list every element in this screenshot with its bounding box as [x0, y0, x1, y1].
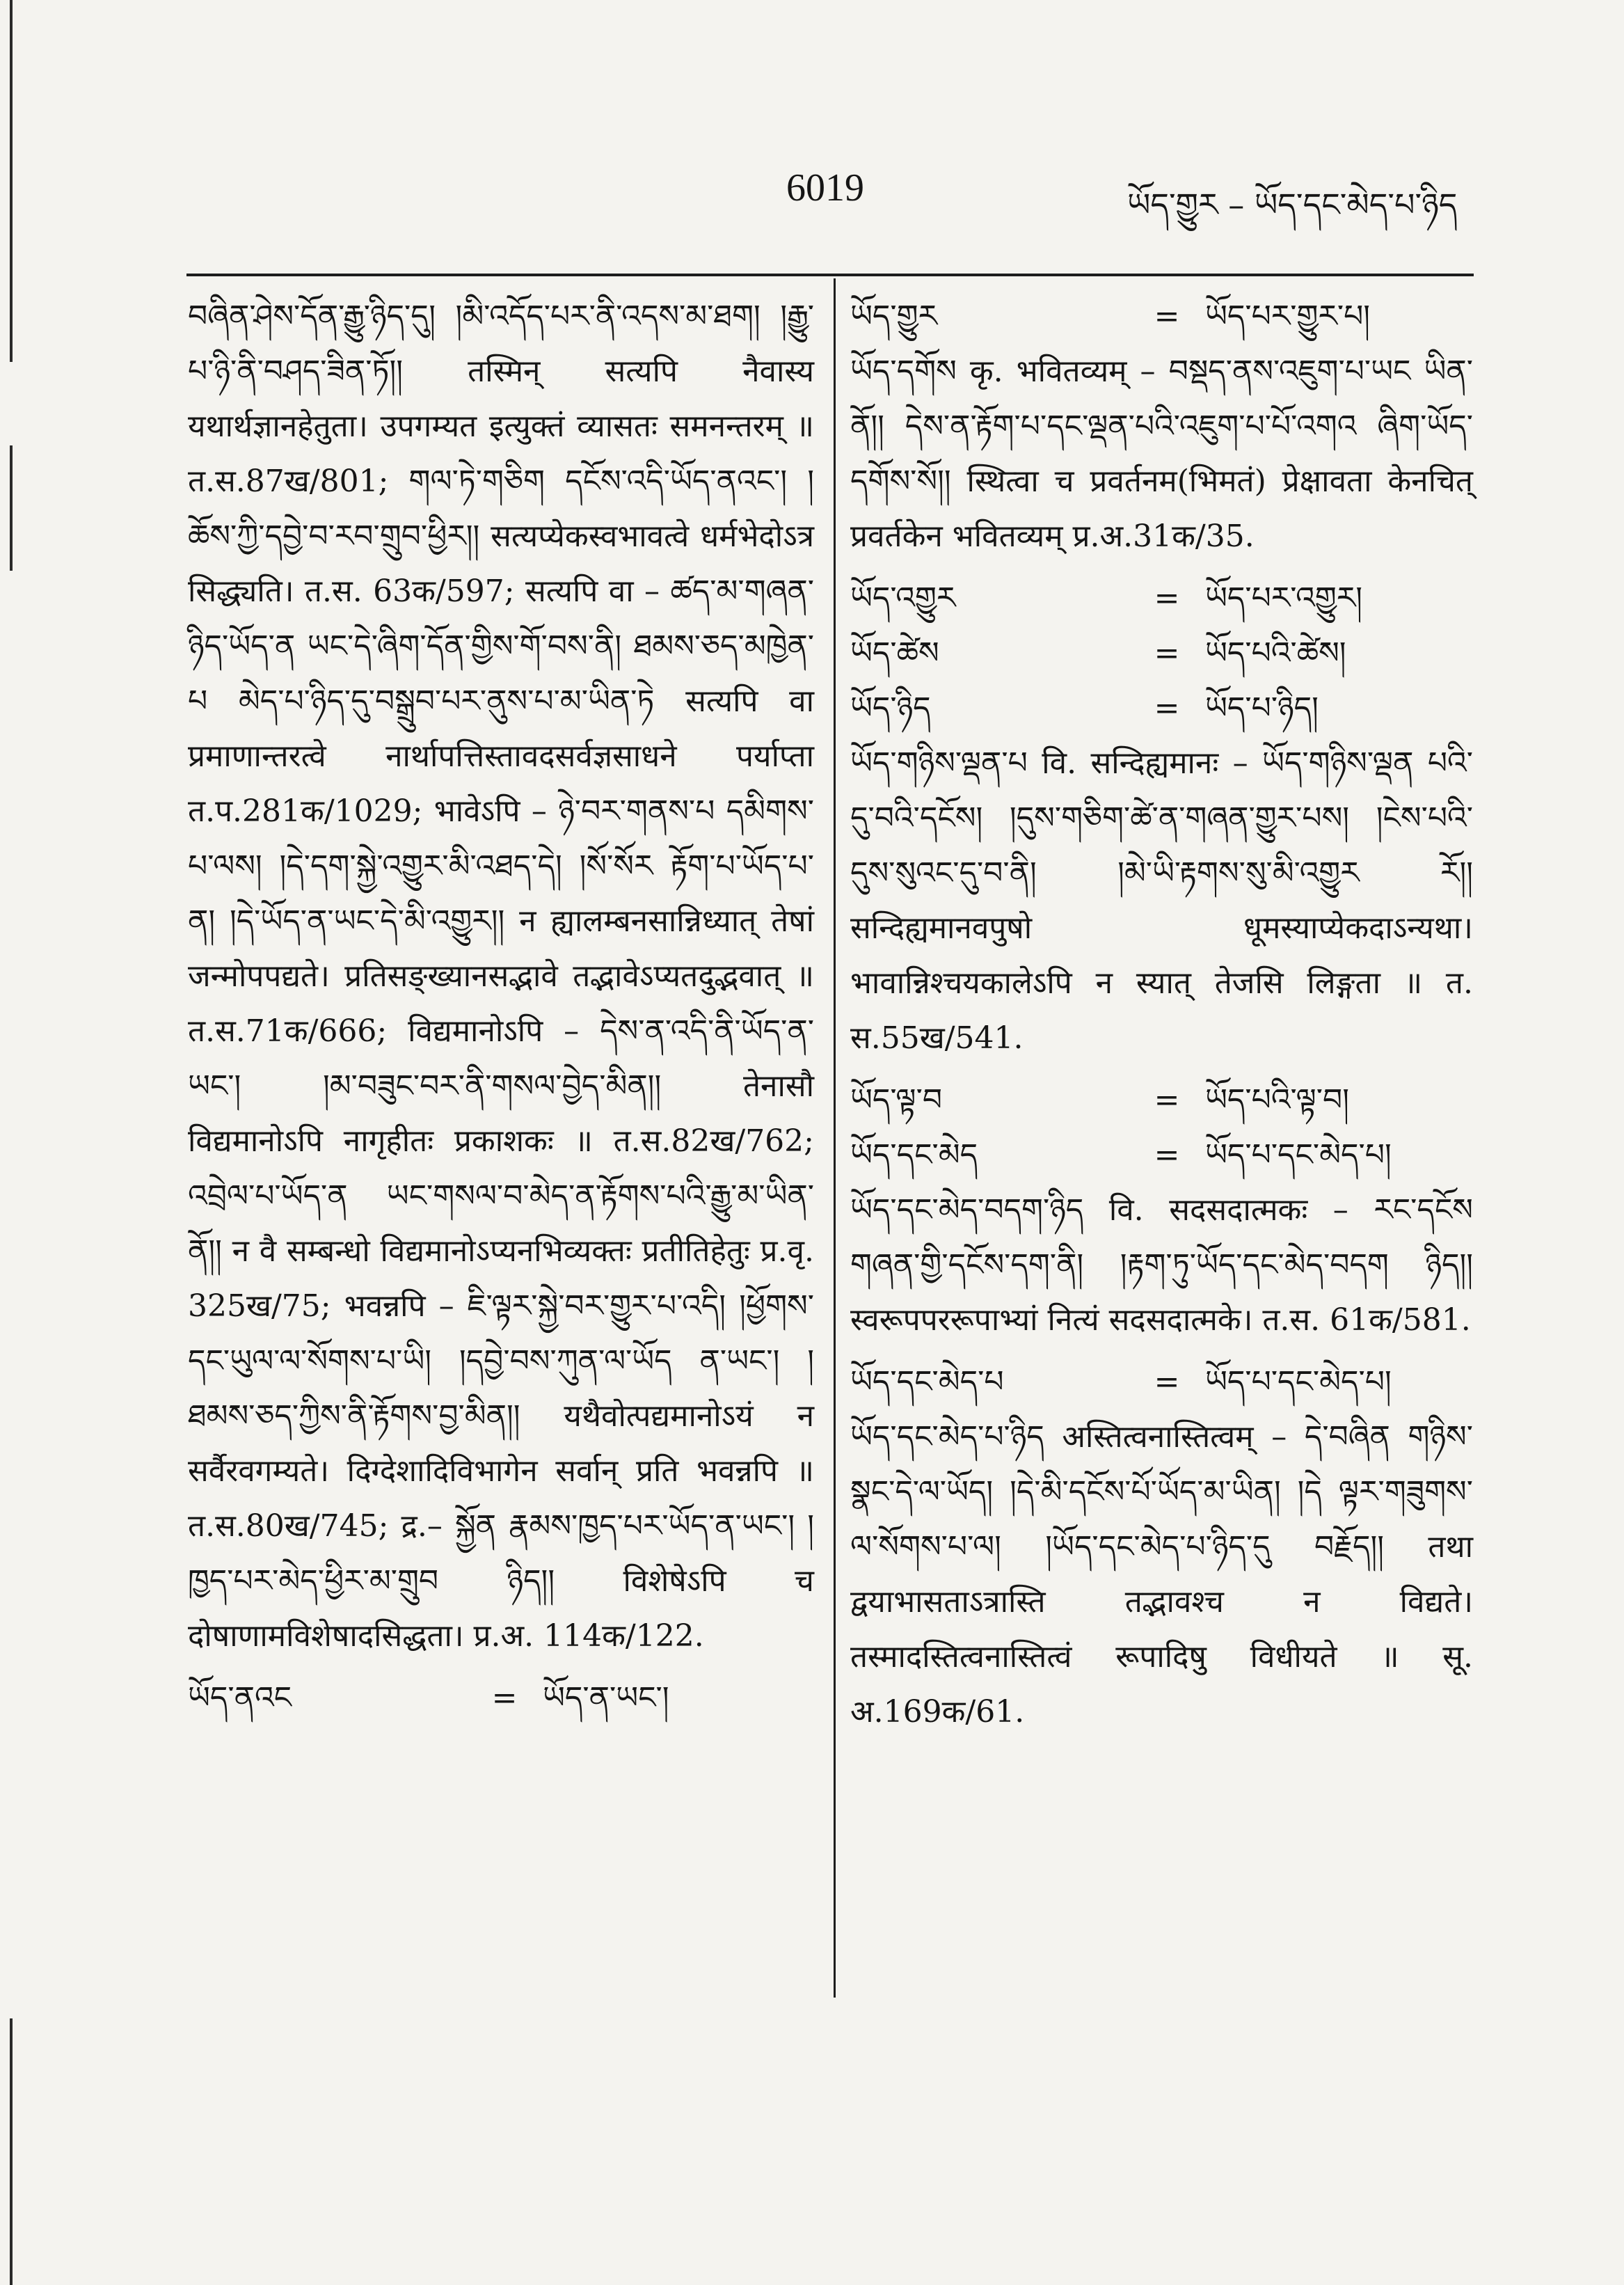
cross-reference-entry [850, 1128, 1473, 1183]
cross-reference-entry [850, 681, 1473, 736]
cross-reference-entry [188, 1670, 814, 1725]
gloss: ཡོད་པ་ཉིད། [1205, 690, 1319, 726]
equals-sign: = [1154, 635, 1180, 671]
gloss: ཡོད་པའི་ལྟ་བ། [1205, 1082, 1349, 1118]
column-divider [834, 278, 836, 1998]
cross-reference-entry [850, 571, 1473, 626]
gloss: ཡོད་པར་གྱུར་པ། [1205, 299, 1371, 334]
equals-sign: = [491, 1680, 518, 1716]
equals-sign: = [1154, 580, 1180, 616]
gloss: ཡོད་པའི་ཚེས། [1205, 635, 1346, 671]
entry-text: ཡོད་དགོས कृ. भवितव्यम् – བསྡད་ནས་འཇུག་པ་ཡང ཡིན་ནོ།། དེས་ན་རྟོག་པ་དང་ལྡན་པའི་འཇུག་པ་པོ་འགའ ཞིག་ཡོད་དགོས་སོ།། स्थित्वा च प्रवर्तनम(भिमतं) प्रेक्षावता केनचित् प्रवर्तकेन भवितव्यम् प्र.अ.31क/35. [850, 354, 1473, 554]
scan-edge [10, 2018, 13, 2285]
left-column [188, 289, 814, 1725]
equals-sign: = [1154, 1137, 1180, 1173]
headword: ཡོད་དང་མེད [850, 1137, 978, 1173]
equals-sign: = [1154, 1082, 1180, 1118]
headword: ཡོད་ནའང [188, 1680, 292, 1716]
equals-sign: = [1154, 1364, 1180, 1400]
entry-text: ཡོད་དང་མེད་པ་ཉིད अस्तित्वनास्तित्वम् – དེ་བཞིན གཉིས་སྣང་དེ་ལ་ཡོད། །དེ་མི་དངོས་པོ་ཡོད་མ་ཡིན། །དེ ལྟར་གཟུགས་ལ་སོགས་པ་ལ། །ཡོད་དང་མེད་པ་ཉིད་དུ བརྗོད།། तथा द्वयाभासताऽत्रास्ति तद्भावश्च न विद्यते। तस्मादस्तित्वनास्तित्वं रूपादिषु विधीयते ॥ सू. अ.169क/61. [850, 1419, 1473, 1730]
equals-sign: = [1154, 690, 1180, 726]
entry-text: ཡོད་དང་མེད་བདག་ཉིད वि. सदसदात्मकः – རང་དངོས གཞན་གྱི་དངོས་དག་ནི། །རྟག་ཏུ་ཡོད་དང་མེད་བདག ཉིད།། स्वरूपपररूपाभ्यां नित्यं सदसदात्मके। त.स. 61क/581. [850, 1192, 1473, 1338]
gloss: ཡོད་པ་དང་མེད་པ། [1205, 1137, 1392, 1173]
header-rule [186, 274, 1474, 276]
equals-sign: = [1154, 299, 1180, 334]
gloss: ཡོད་པར་འགྱུར། [1205, 580, 1363, 616]
cross-reference-entry [850, 626, 1473, 681]
entry-text: ཡོད་གཉིས་ལྡན་པ वि. सन्दिह्यमानः – ཡོད་གཉིས་ལྡན པའི་དུ་བའི་དངོས། །དུས་གཅིག་ཚེ་ན་གཞན་གྱུར་པས། །ངེས་པའི་དུས་སུའང་དུ་བ་ནི། །མེ་ཡི་རྟགས་སུ་མི་འགྱུར རོ།། सन्दिह्यमानवपुषो धूमस्याप्येकदाऽन्यथा। भावान्निश्चयकालेऽपि न स्यात् तेजसि लिङ्गता ॥ त. स.55ख/541. [850, 745, 1473, 1056]
headword: ཡོད་གྱུར [850, 299, 938, 334]
right-column [850, 289, 1473, 1746]
page-header [0, 166, 1624, 228]
running-head: ཡོད་གྱུར – ཡོད་དང་མེད་པ་ཉིད [1127, 186, 1458, 223]
cross-reference-entry [850, 1354, 1473, 1409]
headword: ཡོད་འགྱུར [850, 580, 956, 616]
gloss: ཡོད་ན་ཡང་། [543, 1680, 669, 1716]
page-number: 6019 [786, 166, 864, 209]
cross-reference-entry [850, 289, 1473, 344]
headword: ཡོད་ལྟ་བ [850, 1082, 943, 1118]
headword: ཡོད་ཉིད [850, 690, 931, 726]
scan-edge [10, 445, 13, 571]
headword: ཡོད་དང་མེད་པ [850, 1364, 1004, 1400]
headword: ཡོད་ཚེས [850, 635, 939, 671]
entry-text: བཞིན་ཤེས་དོན་རྒྱུ་ཉིད་དུ། །མི་འདོད་པར་ནི་འདས་མ་ཐག། །རྒྱུ་པ་ཉི་ནི་བཤད་ཟིན་ཏོ།། तस्मिन् सत्यपि नैवास्य यथार्थज्ञानहेतुता। उपगम्यत इत्युक्तं व्यासतः समनन्तरम् ॥ त.स.87ख/801; གལ་ཏེ་གཅིག དངོས་འདི་ཡོད་ནའང་། །ཆོས་ཀྱི་དབྱེ་བ་རབ་གྲུབ་ཕྱིར།། सत्यप्येकस्वभावत्वे धर्मभेदोऽत्र सिद्ध्यति। त.स. 63क/597; सत्यपि वा – ཚད་མ་གཞན་ཉིད་ཡོད་ན ཡང་དེ་ཞིག་དོན་གྱིས་གོ་བས་ནི། ཐམས་ཅད་མཁྱེན་པ མེད་པ་ཉིད་དུ་བསྒྲུབ་པར་ནུས་པ་མ་ཡིན་ཏེ सत्यपि वा प्रमाणान्तरत्वे नार्थापत्तिस्तावदसर्वज्ञसाधने पर्याप्ता त.प.281क/1029; भावेऽपि – ཉེ་བར་གནས་པ དམིགས་པ་ལས། །དེ་དག་སྐྱེ་འགྱུར་མི་འཐད་དེ། །སོ་སོར རྟོག་པ་ཡོད་པ་ན། །དེ་ཡོད་ན་ཡང་དེ་མི་འགྱུར།། न ह्यालम्बनसान्निध्यात् तेषां जन्मोपपद्यते। प्रतिसङ्ख्यानसद्भावे तद्भावेऽप्यतदुद्भवात् ॥ त.स.71क/666; विद्यमानोऽपि – དེས་ན་འདི་ནི་ཡོད་ན་ཡང་། །མ་བཟུང་བར་ནི་གསལ་བྱེད་མིན།། तेनासौ विद्यमानोऽपि नागृहीतः प्रकाशकः ॥ त.स.82ख/762; འབྲེལ་པ་ཡོད་ན ཡང་གསལ་བ་མེད་ན་རྟོགས་པའི་རྒྱུ་མ་ཡིན་ནོ།། न वै सम्बन्धो विद्यमानोऽप्यनभिव्यक्तः प्रतीतिहेतुः प्र.वृ. 325ख/75; भवन्नपि – ཇི་ལྟར་སྐྱེ་བར་གྱུར་པ་འདི། །ཕྱོགས་དང་ཡུལ་ལ་སོགས་པ་ཡི། །དབྱེ་བས་ཀུན་ལ་ཡོད ན་ཡང་། །ཐམས་ཅད་ཀྱིས་ནི་རྟོགས་བྱ་མིན།། यथैवोत्पद्यमानोऽयं न सर्वैरवगम्यते। दिग्देशादिविभागेन सर्वान् प्रति भवन्नपि ॥ त.स.80ख/745; द्र.– སྐྱོན རྣམས་ཁྱད་པར་ཡོད་ན་ཡང་། །ཁྱད་པར་མེད་ཕྱིར་མ་གྲུབ ཉིད།། विशेषेऽपि च दोषाणामविशेषादसिद्धता। प्र.अ. 114क/122. [188, 299, 814, 1654]
cross-reference-entry [850, 1073, 1473, 1128]
gloss: ཡོད་པ་དང་མེད་པ། [1205, 1364, 1392, 1400]
